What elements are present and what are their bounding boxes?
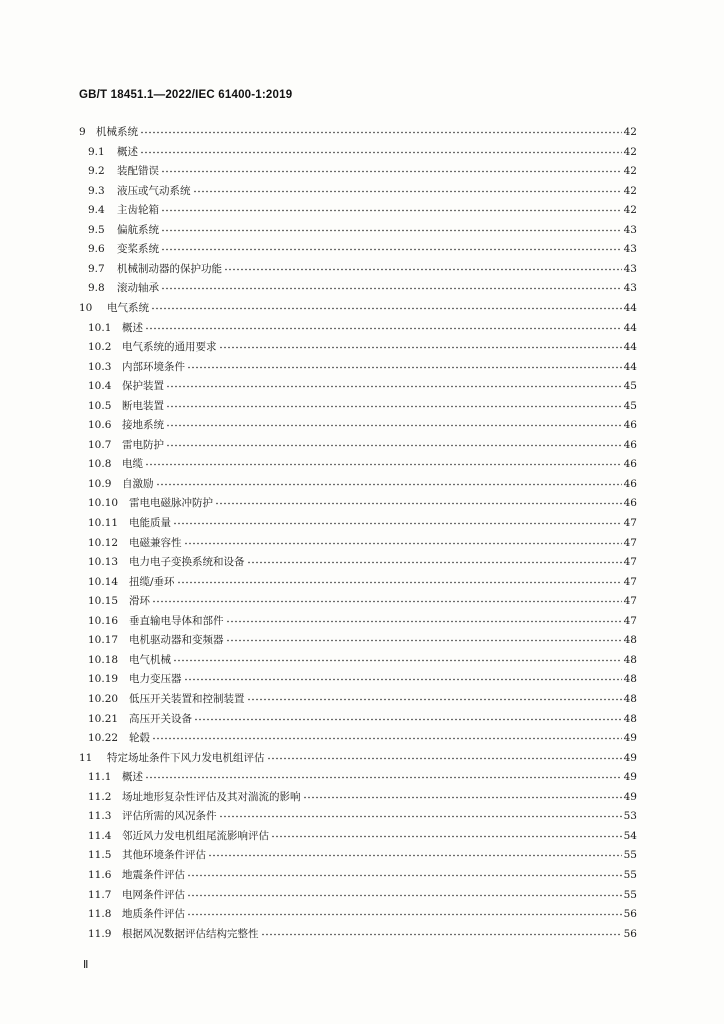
toc-entry[interactable]	[88, 475, 637, 491]
toc-entry-title: 概述	[122, 321, 143, 334]
toc-entry[interactable]	[88, 201, 637, 217]
toc-entry-number: 10.22	[88, 732, 119, 745]
toc-entry-title: 滚动轴承	[117, 282, 159, 295]
dot-leader	[166, 416, 622, 428]
toc-entry-page: 56	[623, 908, 637, 920]
dot-leader	[156, 475, 622, 487]
toc-entry-title: 雷电电磁脉冲防护	[129, 497, 213, 510]
toc-entry-number: 11.6	[88, 868, 112, 881]
toc-entry-page: 54	[623, 829, 637, 842]
toc-entry[interactable]	[88, 788, 637, 804]
toc-entry[interactable]	[88, 319, 637, 335]
toc-entry-number: 10.21	[88, 712, 119, 725]
dot-leader	[145, 455, 622, 467]
dot-leader	[161, 279, 622, 291]
dot-leader	[161, 240, 622, 252]
toc-entry[interactable]	[88, 651, 637, 667]
toc-entry[interactable]	[88, 710, 637, 726]
dot-leader	[184, 534, 622, 546]
dot-leader	[208, 846, 622, 858]
toc-entry-number: 10.2	[88, 341, 112, 354]
dot-leader	[166, 436, 622, 448]
toc-entry-number: 11.1	[88, 771, 112, 784]
toc-entry-number: 9.7	[88, 262, 105, 275]
toc-entry-page: 47	[623, 517, 637, 529]
toc-entry-page: 43	[623, 262, 637, 275]
dot-leader	[247, 553, 622, 565]
toc-entry-page: 42	[623, 126, 637, 138]
toc-entry-page: 47	[623, 556, 637, 569]
toc-entry-number: 10.17	[88, 634, 119, 647]
toc-entry-number: 10.19	[88, 673, 119, 686]
toc-entry[interactable]	[88, 846, 637, 862]
toc-entry[interactable]	[88, 592, 637, 608]
toc-entry-title: 扭缆/垂环	[129, 575, 175, 588]
dot-leader	[187, 358, 622, 370]
toc-entry-title: 雷电防护	[122, 438, 164, 451]
toc-entry[interactable]	[88, 925, 637, 941]
toc-entry-title: 垂直输电导体和部件	[129, 614, 224, 627]
toc-entry-page: 55	[623, 888, 637, 901]
dot-leader	[151, 299, 622, 311]
toc-entry[interactable]	[88, 905, 637, 921]
toc-entry[interactable]	[88, 807, 637, 823]
dot-leader	[193, 182, 622, 194]
toc-entry[interactable]	[88, 221, 637, 237]
toc-entry-title: 偏航系统	[117, 223, 159, 236]
dot-leader	[140, 123, 622, 135]
toc-entry-title: 内部环境条件	[122, 360, 185, 373]
toc-entry-page: 44	[623, 302, 637, 314]
dot-leader	[161, 221, 622, 233]
toc-entry-title: 电机驱动器和变频器	[129, 634, 224, 647]
toc-entry[interactable]	[88, 143, 637, 159]
toc-entry-number: 10.14	[88, 575, 119, 588]
toc-entry-number: 10.8	[88, 458, 112, 471]
toc-entry-title: 自激励	[122, 477, 154, 490]
toc-entry-number: 9.1	[88, 145, 105, 158]
toc-entry-title: 轮毂	[129, 732, 150, 745]
dot-leader	[161, 201, 622, 213]
toc-entry-number: 9.6	[88, 243, 105, 256]
toc-entry-title: 其他环境条件评估	[122, 849, 206, 862]
toc-entry-number: 10.3	[88, 360, 112, 373]
toc-entry-number: 11	[79, 751, 93, 764]
toc-entry-title: 装配错误	[117, 165, 159, 178]
toc-entry-page: 47	[623, 536, 637, 549]
toc-entry-number: 11.2	[88, 790, 112, 803]
toc-entry[interactable]	[88, 670, 637, 686]
toc-entry[interactable]	[88, 338, 637, 354]
toc-entry[interactable]	[88, 416, 637, 432]
dot-leader	[271, 827, 622, 839]
toc-entry-number: 10.18	[88, 653, 119, 666]
toc-entry-title: 地质条件评估	[122, 908, 185, 920]
toc-entry-title: 概述	[122, 771, 143, 784]
dot-leader	[140, 143, 622, 155]
toc-entry-page: 49	[623, 732, 637, 745]
dot-leader	[267, 749, 622, 761]
toc-entry-page: 55	[623, 868, 637, 881]
toc-entry-title: 电气系统	[107, 302, 149, 314]
toc-entry-page: 56	[623, 927, 637, 940]
toc-entry-number: 10.16	[88, 614, 119, 627]
toc-entry[interactable]	[79, 749, 637, 765]
dot-leader	[145, 319, 622, 331]
toc-entry-number: 9	[79, 126, 86, 138]
toc-entry[interactable]	[88, 827, 637, 843]
dot-leader	[166, 377, 622, 389]
toc-entry-page: 49	[623, 751, 637, 764]
toc-entry-title: 低压开关装置和控制装置	[129, 693, 245, 705]
dot-leader	[226, 631, 622, 643]
toc-entry-number: 10.11	[88, 517, 119, 529]
toc-entry[interactable]	[88, 358, 637, 374]
toc-entry-number: 10.1	[88, 321, 112, 334]
toc-entry-page: 48	[623, 634, 637, 647]
toc-entry[interactable]	[88, 494, 637, 510]
toc-entry-page: 47	[623, 614, 637, 627]
dot-leader	[187, 866, 622, 878]
dot-leader	[187, 905, 622, 917]
toc-entry[interactable]	[79, 123, 637, 139]
toc-entry-page: 47	[623, 575, 637, 588]
dot-leader	[184, 670, 622, 682]
dot-leader	[152, 592, 622, 604]
toc-entry-page: 44	[623, 321, 637, 334]
dot-leader	[219, 338, 622, 350]
toc-entry-number: 10.10	[88, 497, 119, 510]
toc-entry-number: 10.5	[88, 399, 112, 412]
toc-entry-page: 49	[623, 790, 637, 803]
toc-entry-title: 电力电子变换系统和设备	[129, 556, 245, 569]
toc-entry[interactable]	[88, 886, 637, 902]
toc-entry-title: 概述	[117, 145, 138, 158]
toc-entry-title: 断电装置	[122, 399, 164, 412]
toc-entry[interactable]	[88, 279, 637, 295]
toc-entry-page: 45	[623, 399, 637, 412]
toc-entry-title: 滑环	[129, 595, 150, 608]
toc-entry-page: 44	[623, 341, 637, 354]
dot-leader	[303, 788, 622, 800]
toc-entry-title: 电力变压器	[129, 673, 182, 686]
toc-entry[interactable]	[88, 690, 637, 706]
dot-leader	[161, 162, 622, 174]
toc-entry-title: 液压或气动系统	[117, 184, 191, 197]
toc-entry-title: 电磁兼容性	[129, 536, 182, 549]
toc-entry-page: 42	[623, 184, 637, 197]
toc-entry-title: 特定场址条件下风力发电机组评估	[107, 751, 265, 764]
toc-entry[interactable]	[88, 768, 637, 784]
dot-leader	[166, 397, 622, 409]
toc-entry-title: 电气系统的通用要求	[122, 341, 217, 354]
toc-entry[interactable]	[88, 162, 637, 178]
toc-entry[interactable]	[88, 553, 637, 569]
toc-entry-title: 高压开关设备	[129, 712, 192, 725]
dot-leader	[224, 260, 622, 272]
toc-entry-page: 47	[623, 595, 637, 608]
toc-entry-number: 10.12	[88, 536, 119, 549]
toc-entry-number: 11.8	[88, 908, 112, 920]
toc-entry[interactable]	[88, 397, 637, 413]
toc-entry-page: 46	[623, 458, 637, 471]
toc-entry-page: 44	[623, 360, 637, 373]
toc-entry-page: 46	[623, 438, 637, 451]
toc-entry-number: 10.7	[88, 438, 112, 451]
toc-entry-page: 42	[623, 165, 637, 178]
toc-entry-page: 43	[623, 223, 637, 236]
toc-entry-page: 46	[623, 477, 637, 490]
toc-entry-title: 接地系统	[122, 419, 164, 432]
toc-entry-title: 邻近风力发电机组尾流影响评估	[122, 829, 269, 842]
toc-entry-title: 电气机械	[129, 653, 171, 666]
toc-entry-number: 10.9	[88, 477, 112, 490]
toc-entry-page: 46	[623, 419, 637, 432]
toc-entry-number: 9.4	[88, 204, 105, 217]
toc-entry-number: 10.6	[88, 419, 112, 432]
dot-leader	[177, 573, 622, 585]
document-header: GB/T 18451.1—2022/IEC 61400-1:2019	[79, 89, 293, 101]
dot-leader	[261, 925, 622, 937]
dot-leader	[247, 690, 622, 702]
dot-leader	[194, 710, 622, 722]
toc-entry-title: 保护装置	[122, 380, 164, 393]
toc-entry-number: 11.7	[88, 888, 112, 901]
toc-entry-number: 9.5	[88, 223, 105, 236]
toc-entry[interactable]	[88, 866, 637, 882]
toc-entry[interactable]	[88, 260, 637, 276]
dot-leader	[145, 768, 622, 780]
toc-entry-title: 地震条件评估	[122, 868, 185, 881]
dot-leader	[215, 494, 622, 506]
toc-entry-page: 46	[623, 497, 637, 510]
toc-entry-page: 42	[623, 204, 637, 217]
toc-entry-page: 48	[623, 693, 637, 705]
toc-entry-page: 43	[623, 243, 637, 256]
toc-entry-number: 10.20	[88, 693, 119, 705]
toc-entry-number: 9.8	[88, 282, 105, 295]
page-number: Ⅱ	[83, 959, 89, 971]
dot-leader	[226, 612, 622, 624]
toc-entry-number: 9.2	[88, 165, 105, 178]
toc-entry[interactable]	[88, 573, 637, 589]
toc-entry[interactable]	[88, 240, 637, 256]
toc-entry[interactable]	[79, 299, 637, 315]
toc-entry-page: 42	[623, 145, 637, 158]
toc-entry[interactable]	[88, 631, 637, 647]
toc-entry-title: 电能质量	[129, 517, 171, 529]
toc-entry[interactable]	[88, 455, 637, 471]
toc-entry[interactable]	[88, 612, 637, 628]
toc-entry-page: 55	[623, 849, 637, 862]
dot-leader	[152, 729, 622, 741]
toc-entry-number: 10.15	[88, 595, 119, 608]
toc-entry-number: 9.3	[88, 184, 105, 197]
toc-entry-page: 48	[623, 712, 637, 725]
toc-entry-title: 电网条件评估	[122, 888, 185, 901]
toc-entry-page: 48	[623, 653, 637, 666]
toc-entry-number: 11.9	[88, 927, 112, 940]
toc-entry-title: 变桨系统	[117, 243, 159, 256]
dot-leader	[187, 886, 622, 898]
toc-entry-title: 机械制动器的保护功能	[117, 262, 222, 275]
toc-entry-number: 11.3	[88, 810, 112, 823]
toc-entry[interactable]	[88, 182, 637, 198]
dot-leader	[173, 651, 622, 663]
toc-entry-title: 根据风况数据评估结构完整性	[122, 927, 259, 940]
toc-entry-title: 电缆	[122, 458, 143, 471]
dot-leader	[173, 514, 622, 526]
toc-entry-page: 43	[623, 282, 637, 295]
toc-entry-title: 场址地形复杂性评估及其对湍流的影响	[122, 790, 301, 803]
toc-entry[interactable]	[88, 729, 637, 745]
toc-entry[interactable]	[88, 534, 637, 550]
toc-entry[interactable]	[88, 436, 637, 452]
toc-entry-number: 10	[79, 302, 93, 314]
toc-entry[interactable]	[88, 514, 637, 530]
toc-entry-page: 48	[623, 673, 637, 686]
toc-entry-number: 10.4	[88, 380, 112, 393]
toc-entry-title: 主齿轮箱	[117, 204, 159, 217]
toc-entry-title: 机械系统	[96, 126, 138, 138]
toc-entry-page: 49	[623, 771, 637, 784]
toc-entry-number: 11.4	[88, 829, 112, 842]
toc-entry-page: 45	[623, 380, 637, 393]
toc-entry-number: 11.5	[88, 849, 112, 862]
toc-entry-number: 10.13	[88, 556, 119, 569]
toc-entry-page: 53	[623, 810, 637, 823]
toc-entry-title: 评估所需的风况条件	[122, 810, 217, 823]
toc-entry[interactable]	[88, 377, 637, 393]
dot-leader	[219, 807, 622, 819]
